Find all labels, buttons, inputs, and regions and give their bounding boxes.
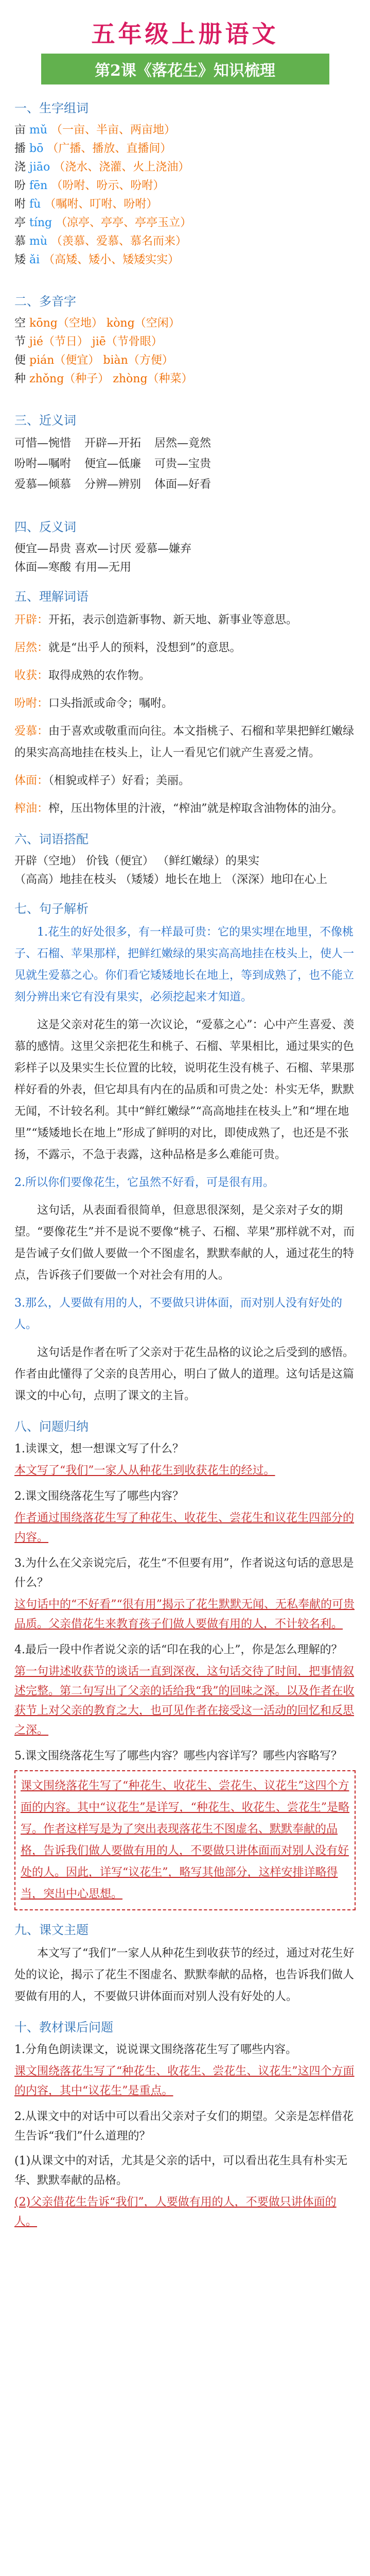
synonym-row: 吩咐—嘱咐 便宜—低廉 可贵—宝贵 [14,457,212,470]
question-2: 2.课文围绕落花生写了哪些内容？ [14,1490,184,1503]
textbook-question-2: 2.从课文中的对话中可以看出父亲对子女们的期望。父亲是怎样借花生告诉“我们”什么道理的？ [14,2110,354,2143]
synonym-row: 可惜—惋惜 开辟—开拓 居然—竟然 [14,437,212,450]
question-5: 5.课文围绕落花生写了哪些内容？哪些内容详写？哪些内容略写？ [14,1750,342,1762]
sentence-1: 1.花生的好处很多，有一样最可贵：它的果实埋在地里，不像桃子、石榴、苹果那样，把鲜红嫩绿的果实高高地挂在枝头上，使人一见就生爱慕之心。你们看它矮矮地长在地上，等到成熟了，也不能立刻分辨出来它有没有果实，必须挖起来才知道。 [14,926,355,1004]
character-item: 咐 fù （嘱咐、叮咐、吩咐） [14,198,158,211]
sentence-2-analysis: 这句话，从表面看很简单，但意思很深刻，是父亲对子女的期望。“要像花生”并不是说不要像“桃子、石榴、苹果”那样就不对，而是告诫子女们做人要做一个不图虚名，默默奉献的人，通过花生的特点，告诉孩子们要做一个对社会有用的人。 [14,1204,355,1282]
answer-1: 本文写了“我们”一家人从种花生到收获花生的经过。 [14,1464,275,1477]
polyphone-item: 种 zhǒng（种子） zhòng（种菜） [14,372,193,385]
polyphone-list [14,314,356,388]
word-meaning-item: 收获：取得成熟的农作物。 [14,669,151,682]
answer-5-box [14,1770,356,1910]
sentence-3-analysis: 这句话是作者在听了父亲对于花生品格的议论之后受到的感悟。作者由此懂得了父亲的良苦用心，明白了做人的道理。这句话是这篇课文的中心句，点明了课文的主旨。 [14,1346,355,1402]
section-title-polyphones: 二、多音字 [14,294,76,309]
polyphone-item: 节 jié（节日） jiē（节骨眼） [14,335,163,348]
textbook-answer-2a: (1)从课文中的对话，尤其是父亲的话中，可以看出花生具有朴实无华、默默奉献的品格。 [14,2155,348,2187]
textbook-answer-2b: (2)父亲借花生告诉“我们”，人要做有用的人，不要做只讲体面的人。 [14,2196,337,2228]
character-item: 慕 mù （羡慕、爱慕、慕名而来） [14,235,187,248]
synonym-row: 爱慕—倾慕 分辨—辨别 体面—好看 [14,478,212,491]
word-meaning-item: 开辟：开拓，表示创造新事物、新天地、新事业等意思。 [14,614,298,626]
section-title-theme: 九、课文主题 [14,1923,89,1937]
section-title-antonyms: 四、反义词 [14,520,76,534]
answer-3: 这句话中的“不好看”“很有用”揭示了花生默默无闻、无私奉献的可贵品质。父亲借花生来教育孩子们做人要做有用的人，不计较名利。 [14,1598,355,1631]
polyphone-item: 空 kōng（空地） kòng（空闲） [14,317,180,330]
sentence-3: 3.那么，人要做有用的人，不要做只讲体面，而对别人没有好处的人。 [14,1297,342,1331]
section-title-synonyms: 三、近义词 [14,413,76,428]
question-1: 1.读课文，想一想课文写了什么？ [14,1443,184,1455]
word-meaning-item: 榨油：榨，压出物体里的汁液，“榨油”就是榨取含油物体的油分。 [14,802,343,815]
section-title-questions: 八、问题归纳 [14,1419,89,1434]
answer-5: 课文围绕落花生写了“种花生、收花生、尝花生、议花生”这四个方面的内容。其中“议花生”是详写，“种花生、收花生、尝花生”是略写。作者这样写是为了突出表现落花生不图虚名、默默奉献的品格，告诉我们做人要做有用的人，不要做只讲体面而对别人没有好处的人。因此，详写“议花生”，略写其他部分，这样安排详略得当，突出中心思想。 [21,1780,349,1901]
textbook-question-1: 1.分角色朗读课文，说说课文围绕落花生写了哪些内容。 [14,2043,297,2056]
word-meaning-item: 体面：（相貌或样子）好看；美丽。 [14,774,190,787]
section-title-word-meanings: 五、理解词语 [14,589,89,604]
page-title: 五年级上册语文 [91,20,279,48]
answer-4: 第一句讲述收获节的谈话一直到深夜，这句话交待了时间，把事情叙述完整。第二句写出了父亲的话给我“我”的回味之深。以及作者在收获节上对父亲的教育之大，也可见作者在接受这一活动的回忆和反思之深。 [14,1665,355,1737]
synonym-table [14,433,356,495]
antonym-list [14,540,356,577]
antonym-row: 便宜—昂贵 喜欢—讨厌 爱慕—嫌弃 [14,543,191,555]
polyphone-item: 便 pián（便宜） biàn（方便） [14,354,173,367]
section-title-collocations: 六、词语搭配 [14,832,89,846]
collocation-row: （高高）地挂在枝头 （矮矮）地长在地上 （深深）地印在心上 [14,873,327,886]
character-item: 浇 jiāo （浇水、浇灌、火上浇油） [14,161,190,174]
section-title-sentence-analysis: 七、句子解析 [14,902,89,916]
character-item: 吩 fēn （吩咐、吩示、吩咐） [14,179,165,192]
character-item: 播 bō （广播、播放、直播间） [14,142,172,155]
question-3: 3.为什么在父亲说完后，花生“不但要有用”，作者说这句话的意思是什么？ [14,1557,354,1589]
character-item: 矮 ǎi （高矮、矮小、矮矮实实） [14,253,180,266]
word-meaning-list [14,609,356,820]
sentence-2: 2.所以你们要像花生，它虽然不好看，可是很有用。 [14,1176,274,1189]
character-item: 亩 mǔ （一亩、半亩、两亩地） [14,124,176,137]
sentence-1-analysis: 这是父亲对花生的第一次议论，“爱慕之心”：心中产生喜爱、羡慕的感情。这里父亲把花生和桃子、石榴、苹果相比，通过果实的色彩样子以及果实生长位置的比较，说明花生没有桃子、石榴、苹果那样好看的外表，但它却具有内在的品质和可贵之处：朴实无华，默默无闻，不计较名利。其中“鲜红嫩绿”“高高地挂在枝头上”和“埋在地里”“矮矮地长在地上”形成了鲜明的对比，即使成熟了，也还是不张扬，不露示，不急于表露，这种品格是多么难能可贵。 [14,1019,355,1161]
word-meaning-item: 居然：就是“出乎人的预料，没想到”的意思。 [14,641,241,654]
lesson-subtitle: 第2课《落花生》知识梳理 [41,54,329,84]
section-title-characters: 一、生字组词 [14,101,89,115]
question-4: 4.最后一段中作者说父亲的话“印在我的心上”，你是怎么理解的？ [14,1643,343,1656]
answer-2: 作者通过围绕落花生写了种花生、收花生、尝花生和议花生四部分的内容。 [14,1512,355,1544]
theme-text: 本文写了“我们”一家人从种花生到收获节的经过，通过对花生好处的议论，揭示了花生不图虚名、默默奉献的品格，也告诉我们做人要做有用的人，不要做只讲体面而对别人没有好处的人。 [14,1947,355,2003]
word-meaning-item: 爱慕：由于喜欢或敬重而向往。本文指桃子、石榴和苹果把鲜红嫩绿的果实高高地挂在枝头上，让人一看见它们就产生喜爱之情。 [14,725,355,759]
word-meaning-item: 吩咐：口头指派或命令；嘱咐。 [14,697,173,710]
section-title-textbook-questions: 十、教材课后问题 [14,2020,113,2035]
antonym-row: 体面—寒酸 有用—无用 [14,561,131,574]
character-item: 亭 tíng （凉亭、亭亭、亭亭玉立） [14,216,192,229]
character-list [14,121,356,269]
collocation-list [14,852,356,889]
textbook-answer-1: 课文围绕落花生写了“种花生、收花生、尝花生、议花生”这四个方面的内容，其中“议花生”是重点。 [14,2065,355,2097]
collocation-row: 开辟（空地） 价钱（便宜） （鲜红嫩绿）的果实 [14,855,259,868]
